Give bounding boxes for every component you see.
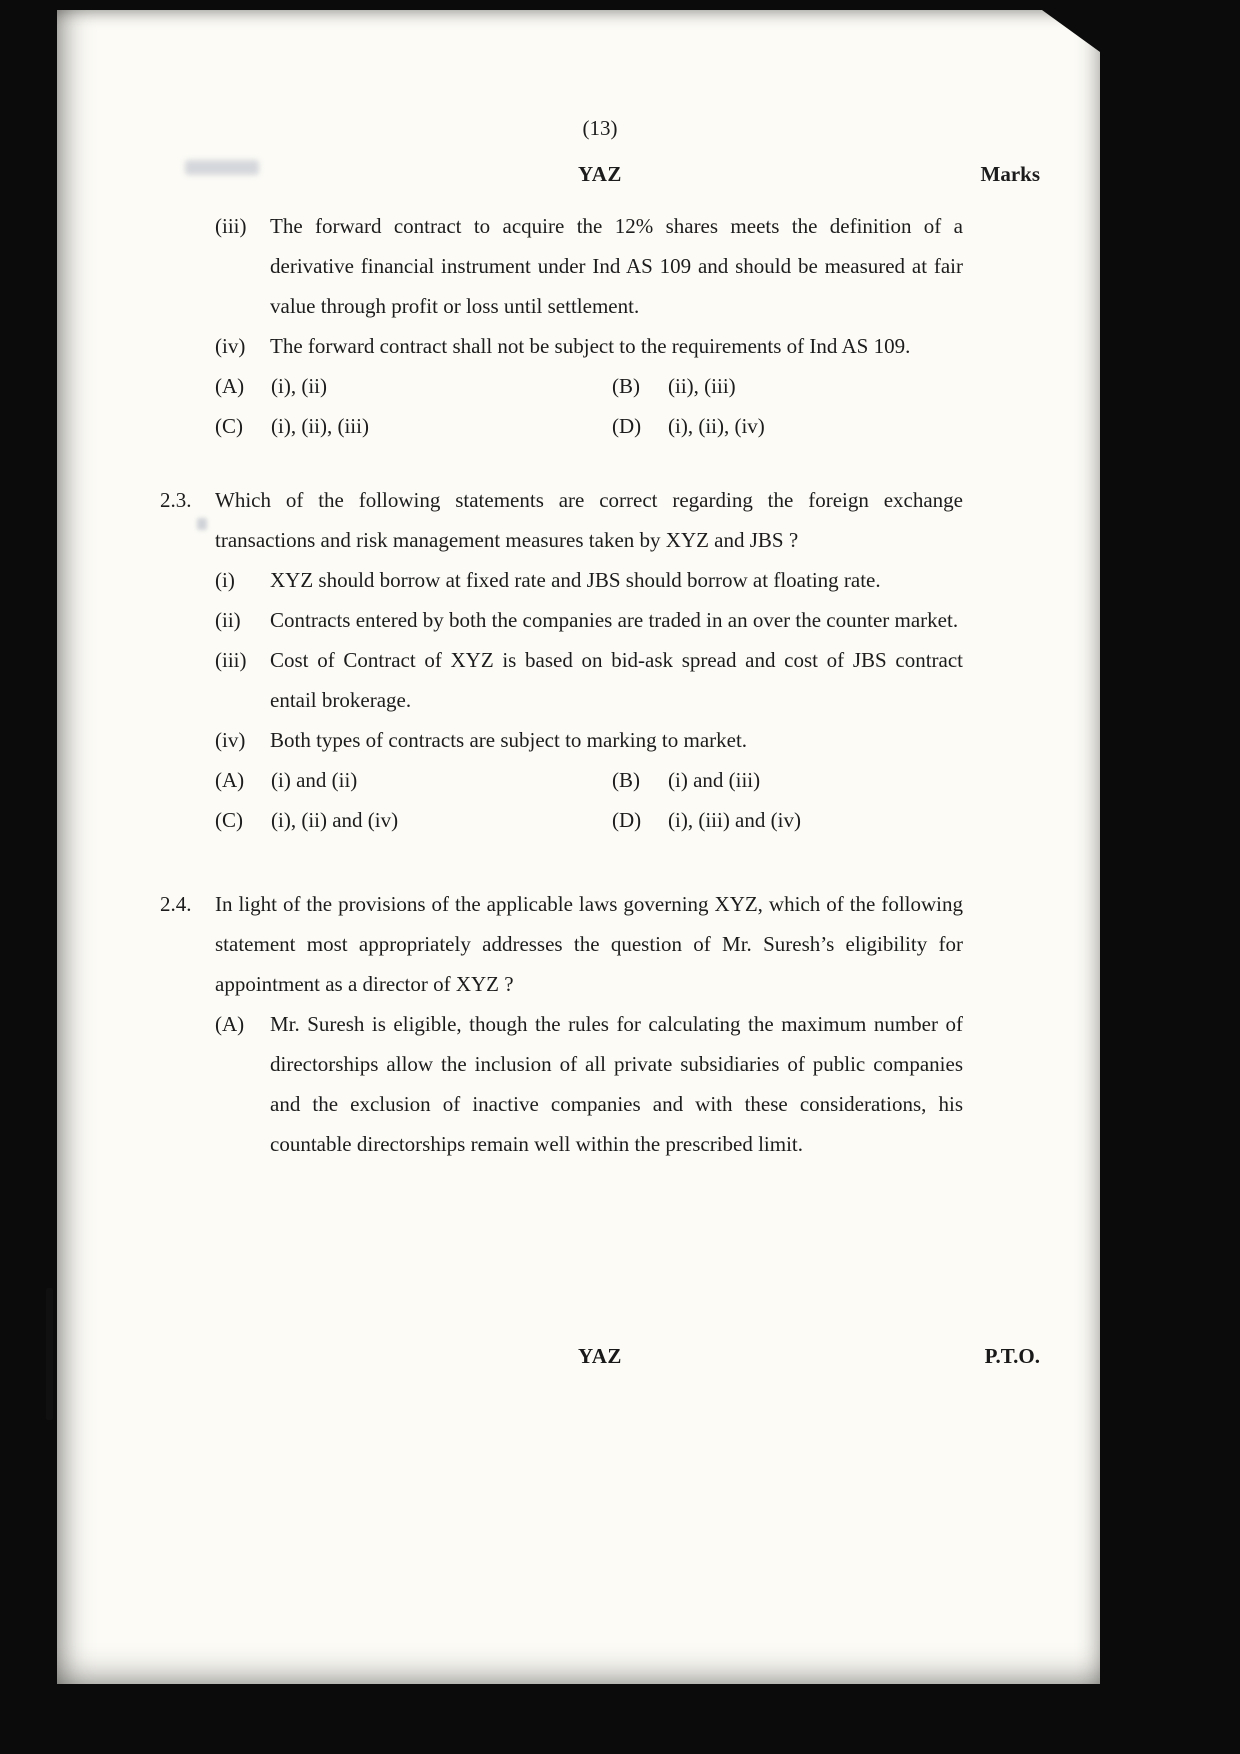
option-text: (i) and (iii) [668,768,761,792]
option-a [215,760,612,800]
option-b [612,760,963,800]
option-label: (D) [612,808,642,832]
statement-item [215,600,963,640]
option-text: (i), (ii) and (iv) [271,808,399,832]
statement-text: The forward contract to acquire the 12% shares meets the definition of a derivative financial instrument under Ind AS 109 and should be measured at fair value through profit or loss until settlement. [270,214,963,318]
option-text: (i), (ii), (iii) [271,414,369,438]
option-text: (i), (ii), (iv) [668,414,765,438]
question-number: 2.4. [160,892,192,916]
statement-label: (iv) [215,728,246,752]
option-b [612,366,963,406]
option-d [612,406,963,446]
header-exam-code: YAZ [578,162,622,186]
statement-text: XYZ should borrow at fixed rate and JBS should borrow at floating rate. [270,568,881,592]
scan-smudge-artifact [197,518,207,530]
statement-item [215,326,963,366]
question-head [160,884,963,1004]
option-label: (A) [215,768,245,792]
question-text: Which of the following statements are correct regarding the foreign exchange transactions and risk management measures taken by XYZ and JBS ? [215,488,963,552]
question-statements [215,560,963,760]
statement-label: (i) [215,568,235,592]
option-label: (B) [612,768,640,792]
statement-label: (ii) [215,608,241,632]
statement-label: (iv) [215,334,246,358]
question-2-3 [160,480,963,840]
option-c [215,800,612,840]
statement-text: The forward contract shall not be subject to the requirements of Ind AS 109. [270,334,911,358]
statement-text: Cost of Contract of XYZ is based on bid-ask spread and cost of JBS contract entail brokerage. [270,648,963,712]
statement-item [215,1004,963,1164]
option-text: (ii), (iii) [668,374,736,398]
question-head [160,480,963,560]
statement-item [215,720,963,760]
statement-label: (iii) [215,648,247,672]
option-label: (D) [612,414,642,438]
scan-margin-mark-artifact [46,1288,53,1420]
page-number: (13) [582,116,618,140]
question-number: 2.3. [160,488,192,512]
option-a [215,366,612,406]
statement-text: Both types of contracts are subject to marking to market. [270,728,748,752]
statement-item [215,560,963,600]
option-label: (C) [215,414,243,438]
page-footer [160,1344,1040,1369]
option-c [215,406,612,446]
option-text: (i) and (ii) [271,768,358,792]
scanned-exam-page [57,10,1100,1684]
statement-item [215,640,963,720]
question-2-4 [160,884,963,1164]
option-d [612,800,963,840]
statement-text: Contracts entered by both the companies are traded in an over the counter market. [270,608,959,632]
question-statements [215,1004,963,1164]
option-label: (A) [215,374,245,398]
statement-label: (iii) [215,214,247,238]
statement-text: Mr. Suresh is eligible, though the rules for calculating the maximum number of directorships allow the inclusion of all private subsidiaries of public companies and the exclusion of inactive companies and with these considerations, his countable directorships remain well within the prescribed limit. [270,1012,963,1156]
carryover-answer-options [215,366,963,446]
statement-label: (A) [215,1012,245,1036]
carryover-statements [215,206,963,366]
page-content [57,10,1100,1164]
statement-item [215,206,963,326]
page-header [160,154,1040,194]
option-label: (B) [612,374,640,398]
option-text: (i), (ii) [271,374,327,398]
option-label: (C) [215,808,243,832]
answer-options-2-3 [215,760,963,840]
header-marks-label: Marks [980,162,1040,186]
footer-exam-code: YAZ [578,1344,622,1368]
scan-smudge-artifact [185,160,259,175]
pto-label: P.T.O. [984,1344,1040,1368]
option-text: (i), (iii) and (iv) [668,808,801,832]
question-text: In light of the provisions of the applicable laws governing XYZ, which of the following statement most appropriately addresses the question of Mr. Suresh’s eligibility for appointment as a director of XYZ ? [215,892,963,996]
